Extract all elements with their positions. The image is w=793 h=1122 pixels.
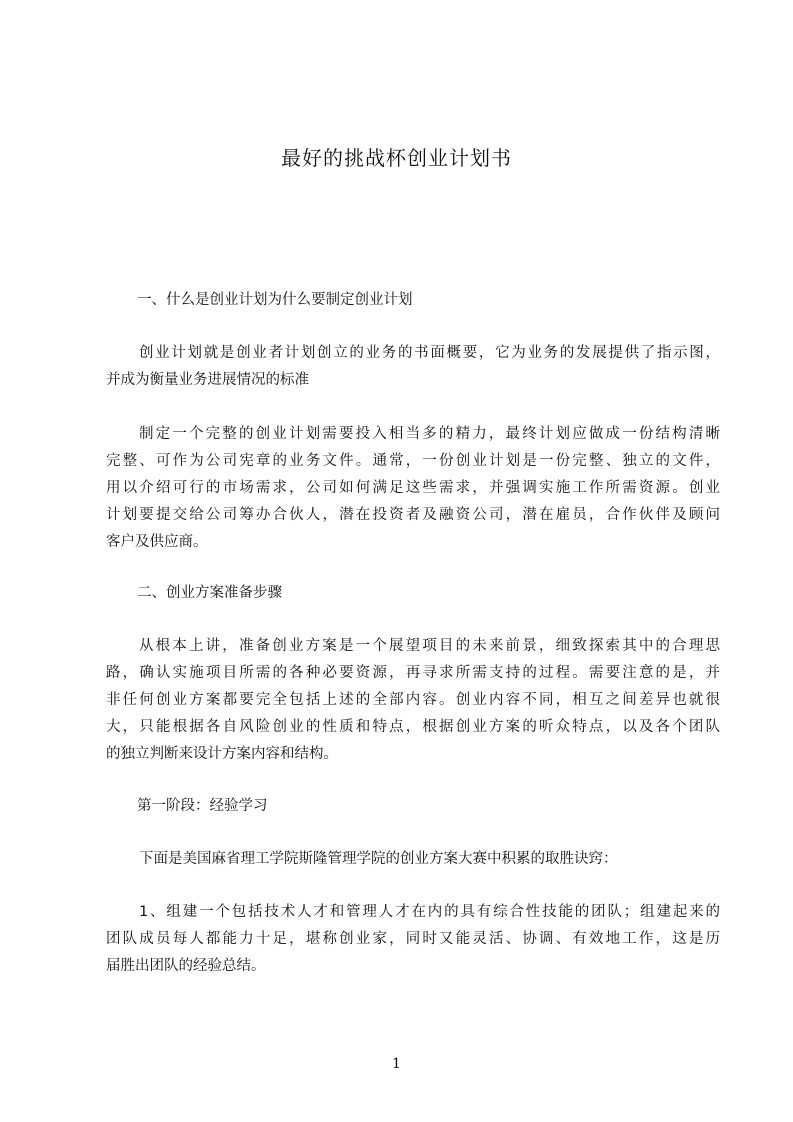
paragraph-2 [106,421,720,556]
paragraph-line: 并成为衡量业务进展情况的标准 [106,372,309,388]
paragraph-line: 的独立判断来设计方案内容和结构。 [106,746,338,762]
paragraph-line: 客户及供应商。 [106,534,208,550]
paragraph-line: 届胜出团队的经验总结。 [106,958,266,974]
paragraph-line: 完整、可作为公司宪章的业务文件。通常，一份创业计划是一份完整、独立的文件， [106,453,720,469]
paragraph-line: 团队成员每人都能力十足，堪称创业家，同时又能灵活、协调、有效地工作，这是历 [106,931,720,947]
paragraph-line: 用以介绍可行的市场需求，公司如何满足这些需求，并强调实施工作所需资源。创业 [106,480,720,496]
paragraph-1 [106,340,720,394]
paragraph-line: 制定一个完整的创业计划需要投入相当多的精力，最终计划应做成一份结构清晰 [139,426,720,442]
page-number: 1 [392,1056,401,1072]
paragraph-line: 创业计划就是创业者计划创立的业务的书面概要，它为业务的发展提供了指示图， [139,345,720,361]
stage-heading-1-text: 第一阶段：经验学习 [137,798,268,814]
paragraph-line: 下面是美国麻省理工学院斯隆管理学院的创业方案大赛中积累的取胜诀窍： [139,851,618,867]
paragraph-line: 非任何创业方案都要完全包括上述的全部内容。创业内容不同，相互之间差异也就很 [106,692,720,708]
paragraph-line: 从根本上讲，准备创业方案是一个展望项目的未来前景，细致探索其中的合理思 [139,638,720,654]
section-heading-2 [106,580,720,607]
stage-heading-1 [106,793,720,820]
paragraph-4 [106,846,720,873]
paragraph-line: 计划要提交给公司筹办合伙人，潜在投资者及融资公司，潜在雇员，合作伙伴及顾问 [106,507,720,523]
paragraph-line: 大，只能根据各自风险创业的性质和特点，根据创业方案的听众特点，以及各个团队 [106,719,720,735]
document-title: 最好的挑战杯创业计划书 [281,146,512,170]
paragraph-5 [106,899,720,980]
paragraph-3 [106,633,720,768]
paragraph-line: 路，确认实施项目所需的各种必要资源，再寻求所需支持的过程。需要注意的是，并 [106,665,720,681]
section-heading-1 [106,287,720,314]
section-heading-1-text: 一、什么是创业计划为什么要制定创业计划 [137,292,413,308]
paragraph-line: 1、组建一个包括技术人才和管理人才在内的具有综合性技能的团队；组建起来的 [139,904,720,920]
section-heading-2-text: 二、创业方案准备步骤 [137,585,282,601]
